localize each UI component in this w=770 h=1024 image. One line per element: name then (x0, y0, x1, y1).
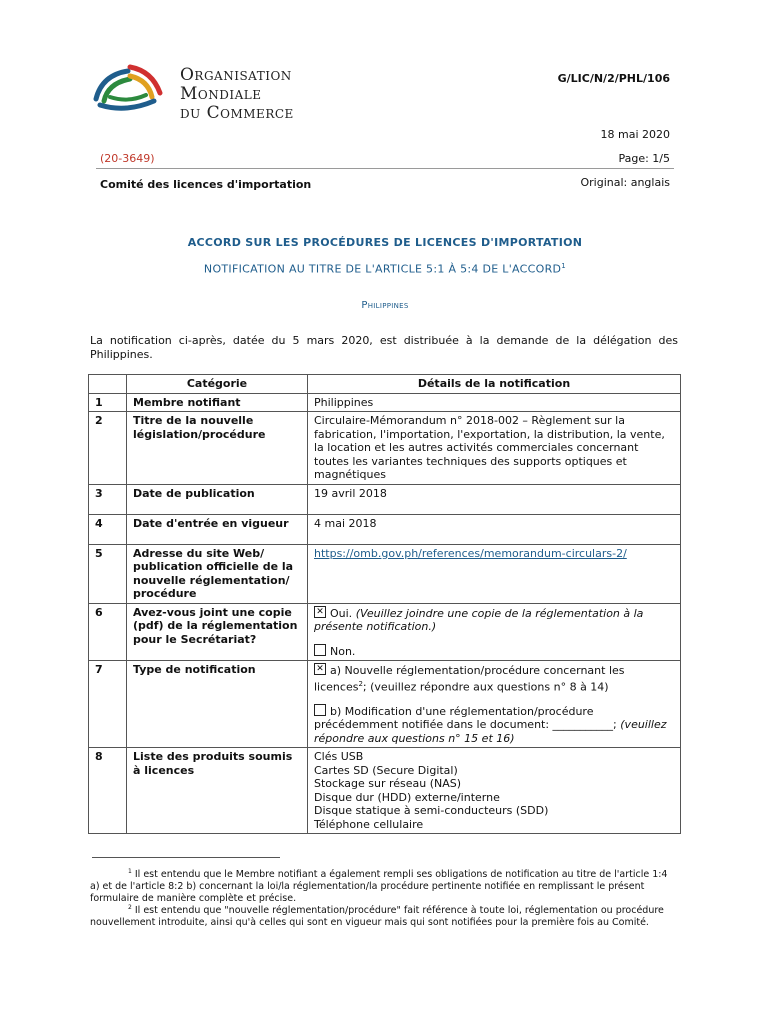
organisation-name (180, 66, 294, 123)
option-a-label: a) Nouvelle réglementation/procédure concernant les licences (314, 664, 625, 694)
row-category: Avez-vous joint une copie (pdf) de la réglementation pour le Secrétariat? (127, 603, 308, 661)
document-date: 18 mai 2020 (600, 128, 670, 141)
row-detail: Philippines (308, 393, 681, 412)
footnote-text: Il est entendu que le Membre notifiant a également rempli ses obligations de notification au titre de l'article 1:4 a) et de l'article 8:2 b) concernant la loi/la réglementation/la procédure pertinente notifiée en remplissant le présent formulaire de manière complète et précise. (90, 869, 668, 905)
header-category: Catégorie (127, 375, 308, 394)
option-no-label: Non. (330, 644, 356, 658)
table-row (89, 514, 681, 544)
document-symbol: G/LIC/N/2/PHL/106 (557, 72, 670, 85)
row-num: 5 (89, 544, 127, 603)
row-detail (308, 748, 681, 834)
row-detail (308, 544, 681, 603)
row-category: Membre notifiant (127, 393, 308, 412)
main-title: ACCORD SUR LES PROCÉDURES DE LICENCES D'IMPORTATION (187, 236, 583, 249)
footnote-text: Il est entendu que "nouvelle réglementation/procédure" fait référence à toute loi, réglementation ou procédure nouvellement introduite, ainsi qu'à celles qui sont en vigueur mais qui sont notifiées pour la première fois au Comité. (90, 905, 664, 929)
wto-logo (90, 57, 170, 117)
row-category: Titre de la nouvelle législation/procédure (127, 412, 308, 485)
footnote-divider (92, 857, 280, 858)
row-category: Adresse du site Web/ publication officielle de la nouvelle réglementation/ procédure (127, 544, 308, 603)
country-name: Philippines (361, 300, 409, 311)
product-item: Cartes SD (Secure Digital) (314, 763, 458, 777)
table-row (89, 603, 681, 661)
option-b-note: (veuillez répondre aux questions n° 15 et 16) (314, 718, 667, 745)
checkbox-checked-icon[interactable] (314, 606, 326, 618)
footnote-mark: 1 (128, 868, 132, 875)
checkbox-unchecked-icon[interactable] (314, 704, 326, 716)
row-detail: 4 mai 2018 (308, 514, 681, 544)
regulation-link[interactable]: https://omb.gov.ph/references/memorandum-circulars-2/ (314, 546, 627, 560)
footnote-ref-1[interactable]: 1 (561, 262, 567, 270)
org-line-1: Organisation (180, 65, 292, 85)
row-num: 1 (89, 393, 127, 412)
document-reference: (20-3649) (100, 152, 155, 165)
org-line-2: Mondiale (180, 84, 262, 104)
row-detail (308, 603, 681, 661)
option-a (314, 663, 674, 694)
row-category: Liste des produits soumis à licences (127, 748, 308, 834)
row-num: 4 (89, 514, 127, 544)
table-row (89, 748, 681, 834)
checkbox-unchecked-icon[interactable] (314, 644, 326, 656)
row-num: 3 (89, 484, 127, 514)
option-b-label: b) Modification d'une réglementation/procédure précédemment notifiée dans le document: ___________; (314, 704, 617, 732)
org-line-3: du Commerce (180, 103, 294, 123)
header-num (89, 375, 127, 394)
checkbox-checked-icon[interactable] (314, 663, 326, 675)
table-row (89, 393, 681, 412)
table-row (89, 412, 681, 485)
row-detail: 19 avril 2018 (308, 484, 681, 514)
table-row (89, 661, 681, 748)
spacer (314, 694, 674, 704)
table-header-row (89, 375, 681, 394)
product-item: Clés USB (314, 750, 364, 764)
spacer (314, 634, 674, 644)
intro-paragraph: La notification ci-après, datée du 5 mars 2020, est distribuée à la demande de la délégation des Philippines. (90, 334, 678, 361)
product-item: Disque dur (HDD) externe/interne (314, 790, 500, 804)
table-row (89, 544, 681, 603)
option-no (314, 644, 674, 659)
notification-table (88, 374, 681, 834)
original-language: Original: anglais (580, 176, 670, 189)
footnote (90, 866, 680, 905)
row-num: 7 (89, 661, 127, 748)
footnote-ref-2[interactable]: 2 (358, 679, 363, 688)
footnote-mark: 2 (128, 904, 132, 911)
row-category: Date d'entrée en vigueur (127, 514, 308, 544)
footnote (90, 902, 680, 929)
subtitle (90, 262, 680, 276)
option-yes-label: Oui. (330, 606, 353, 620)
row-detail: Circulaire-Mémorandum n° 2018-002 – Règlement sur la fabrication, l'importation, l'exportation, la distribution, la vente, la location et les autres activités commerciales concernant toutes les variantes techniques des supports optiques et magnétiques (308, 412, 681, 485)
row-detail (308, 661, 681, 748)
row-category: Type de notification (127, 661, 308, 748)
committee-name: Comité des licences d'importation (100, 178, 312, 191)
subtitle-text: NOTIFICATION AU TITRE DE L'ARTICLE 5:1 À 5:4 DE L'ACCORD (203, 262, 562, 276)
row-num: 8 (89, 748, 127, 834)
header-divider (96, 168, 674, 169)
product-item: Stockage sur réseau (NAS) (314, 777, 462, 791)
row-num: 6 (89, 603, 127, 661)
option-b (314, 704, 674, 746)
page-number: Page: 1/5 (618, 152, 670, 165)
option-a-post: ; (veuillez répondre aux questions n° 8 à 14) (362, 680, 609, 694)
table-row (89, 484, 681, 514)
row-category: Date de publication (127, 484, 308, 514)
product-item: Disque statique à semi-conducteurs (SDD) (314, 804, 549, 818)
option-yes (314, 606, 674, 634)
header-details: Détails de la notification (308, 375, 681, 394)
row-num: 2 (89, 412, 127, 485)
product-item: Téléphone cellulaire (314, 817, 424, 831)
option-yes-note: (Veuillez joindre une copie de la réglementation à la présente notification.) (314, 606, 644, 633)
